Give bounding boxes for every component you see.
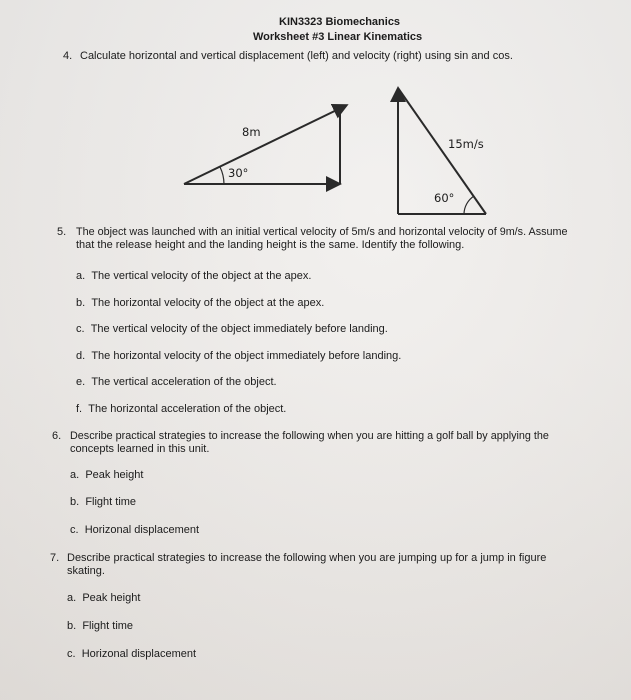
q4-text: Calculate horizontal and vertical displacement (left) and velocity (right) using sin and cos.	[80, 50, 513, 62]
velocity-hypotenuse-label: 15m/s	[448, 137, 484, 151]
displacement-triangle-diagram	[180, 100, 360, 200]
q6-number: 6.	[52, 430, 62, 442]
q5-item-a: a. The vertical velocity of the object at the apex.	[76, 270, 312, 282]
q5-line2: that the release height and the landing height is the same. Identify the following.	[76, 239, 465, 251]
q5-number: 5.	[57, 226, 67, 238]
q5-item-e: e. The vertical acceleration of the object.	[76, 376, 277, 388]
q6-item-c: c. Horizonal displacement	[70, 524, 200, 536]
q6-line1: Describe practical strategies to increase the following when you are hitting a golf ball by applying the	[70, 430, 549, 442]
displacement-hypotenuse-label: 8m	[242, 125, 261, 139]
course-title: KIN3323 Biomechanics	[279, 16, 401, 28]
q7-item-a: a. Peak height	[67, 592, 141, 604]
displacement-angle-arc	[220, 167, 224, 184]
q5-item-d: d. The horizontal velocity of the object immediately before landing.	[76, 350, 402, 362]
q7-number: 7.	[50, 552, 60, 564]
q4-number: 4.	[63, 50, 73, 62]
q6-item-b: b. Flight time	[70, 496, 137, 508]
q7-line2: skating.	[67, 565, 105, 577]
worksheet-title: Worksheet #3 Linear Kinematics	[253, 31, 423, 43]
velocity-angle-arc	[464, 196, 474, 214]
displacement-angle-label: 30°	[228, 166, 249, 180]
q7-item-c: c. Horizonal displacement	[67, 648, 197, 660]
q5-item-b: b. The horizontal velocity of the object at the apex.	[76, 297, 325, 309]
q5-line1: The object was launched with an initial vertical velocity of 5m/s and horizontal velocity of 9m/s. Assume	[76, 226, 568, 238]
q5-item-c: c. The vertical velocity of the object immediately before landing.	[76, 323, 388, 335]
q7-line1: Describe practical strategies to increase the following when you are jumping up for a jump in figure	[67, 552, 547, 564]
velocity-angle-label: 60°	[434, 191, 455, 205]
displacement-hypotenuse-arrow	[184, 106, 345, 184]
q7-item-b: b. Flight time	[67, 620, 134, 632]
q6-item-a: a. Peak height	[70, 469, 144, 481]
velocity-triangle-diagram	[392, 82, 502, 222]
q6-line2: concepts learned in this unit.	[70, 443, 210, 455]
q5-item-f: f. The horizontal acceleration of the object.	[76, 403, 287, 415]
